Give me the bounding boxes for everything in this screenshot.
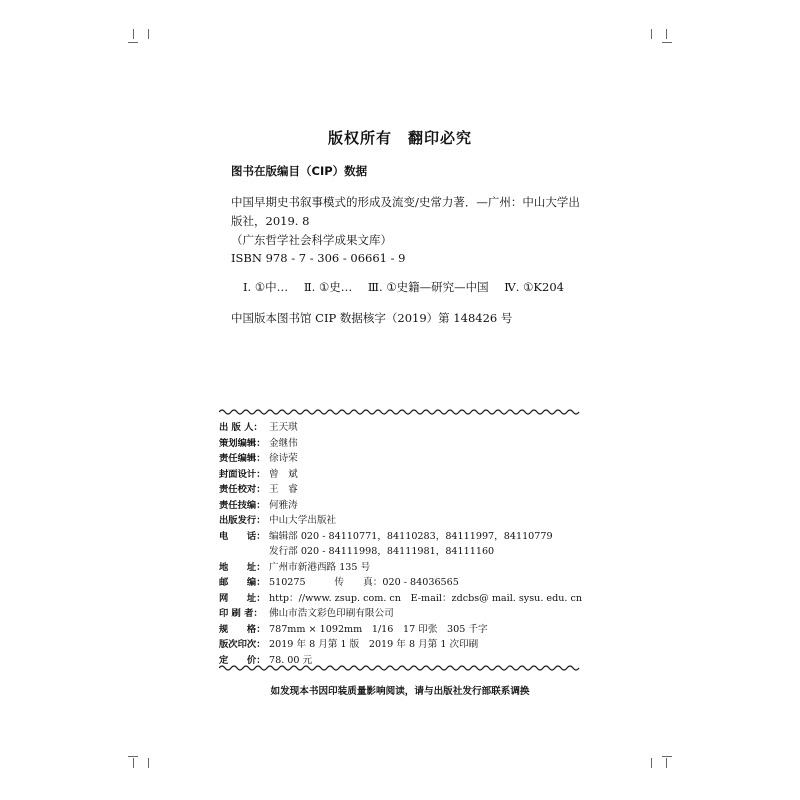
credit-label: 封面设计： (219, 468, 266, 480)
credit-row (219, 622, 589, 638)
credit-label: 印 刷 者： (219, 608, 263, 619)
credit-row (219, 498, 589, 514)
credit-value: 510275 传 真：020 - 84036565 (269, 577, 459, 588)
credit-row (219, 544, 589, 560)
credit-row (219, 420, 589, 436)
wavy-divider-bottom (219, 664, 581, 672)
quality-notice: 如发现本书因印装质量影响阅读，请与出版社发行部联系调换 (270, 686, 530, 697)
credit-row (219, 575, 589, 591)
crop-mark (662, 42, 672, 43)
credit-value: 中山大学出版社 (269, 515, 337, 526)
credit-value: 徐诗荣 (269, 453, 298, 464)
credit-value: 787mm × 1092mm 1/16 17 印张 305 千字 (269, 623, 488, 635)
credit-row (219, 591, 589, 607)
credit-value: 金继伟 (269, 437, 298, 449)
credit-label: 规 格： (219, 623, 266, 635)
credit-label: 出版发行： (219, 515, 266, 526)
credit-row (219, 606, 589, 622)
credit-row (219, 436, 589, 452)
credits-block (219, 420, 589, 668)
credit-value: 王天琪 (269, 422, 298, 433)
credit-label: 策划编辑： (219, 437, 266, 449)
credit-label: 邮 编： (219, 577, 266, 588)
crop-mark (666, 758, 667, 768)
classification-row (243, 279, 576, 295)
credit-value: 发行部 020 - 84111998，84111981，84111160 (269, 546, 495, 557)
credit-value: 佛山市浩文彩色印刷有限公司 (269, 608, 394, 619)
classification-item: Ⅲ. ①史籍—研究—中国 (367, 280, 489, 294)
credit-row (219, 482, 589, 498)
cip-line: 中国早期史书叙事模式的形成及流变/史常力著．—广州：中山大学出 (231, 195, 580, 209)
credit-label (219, 544, 269, 560)
credit-value: http：//www. zsup. com. cn E-mail：zdcbs@ mail. sysu. edu. cn (269, 592, 583, 604)
crop-mark (651, 758, 652, 768)
cip-number: 中国版本图书馆 CIP 数据核字（2019）第 148426 号 (231, 311, 513, 325)
crop-mark (133, 29, 134, 39)
crop-mark (148, 758, 149, 768)
credit-value: 78. 00 元 (269, 654, 313, 666)
credit-row (219, 637, 589, 653)
crop-mark (148, 29, 149, 39)
crop-mark (666, 29, 667, 39)
credit-value: 王 睿 (269, 484, 298, 495)
credit-row (219, 560, 589, 576)
credit-row (219, 451, 589, 467)
cip-line: 版社，2019. 8 (231, 214, 310, 228)
credit-label: 地 址： (219, 561, 266, 573)
credit-label: 出 版 人： (219, 422, 263, 433)
credit-label: 责任校对： (219, 484, 266, 495)
credit-value: 曾 斌 (269, 468, 298, 480)
crop-mark (662, 756, 672, 757)
cip-line: （广东哲学社会科学成果文库） (231, 233, 392, 247)
wavy-divider-top (219, 408, 581, 416)
crop-mark (128, 756, 138, 757)
credit-row (219, 529, 589, 545)
cip-line: ISBN 978 - 7 - 306 - 06661 - 9 (231, 251, 406, 265)
credit-value: 编辑部 020 - 84110771，84110283，84111997，84110779 (269, 530, 553, 542)
credit-label: 网 址： (219, 592, 266, 604)
credit-label: 电 话： (219, 530, 266, 542)
classification-item: Ⅳ. ①K204 (504, 280, 564, 294)
credit-label: 责任编辑： (219, 453, 266, 464)
cip-title: 图书在版编目（CIP）数据 (231, 164, 368, 178)
classification-item: Ⅰ. ①中… (243, 280, 289, 294)
copyright-heading-right: 翻印必究 (408, 129, 473, 147)
credit-label: 定 价： (219, 654, 266, 666)
classification-item: Ⅱ. ①史… (303, 280, 353, 294)
credit-value: 何雅涛 (269, 499, 298, 511)
credit-label: 版次印次： (219, 639, 266, 650)
credit-value: 广州市新港西路 135 号 (269, 561, 371, 573)
crop-mark (133, 758, 134, 768)
crop-mark (128, 42, 138, 43)
credit-value: 2019 年 8 月第 1 版 2019 年 8 月第 1 次印刷 (269, 639, 479, 650)
copyright-heading (0, 127, 800, 148)
crop-mark (651, 29, 652, 39)
credit-row (219, 513, 589, 529)
credit-row (219, 467, 589, 483)
copyright-heading-left: 版权所有 (327, 129, 392, 147)
credit-label: 责任技编： (219, 499, 266, 511)
